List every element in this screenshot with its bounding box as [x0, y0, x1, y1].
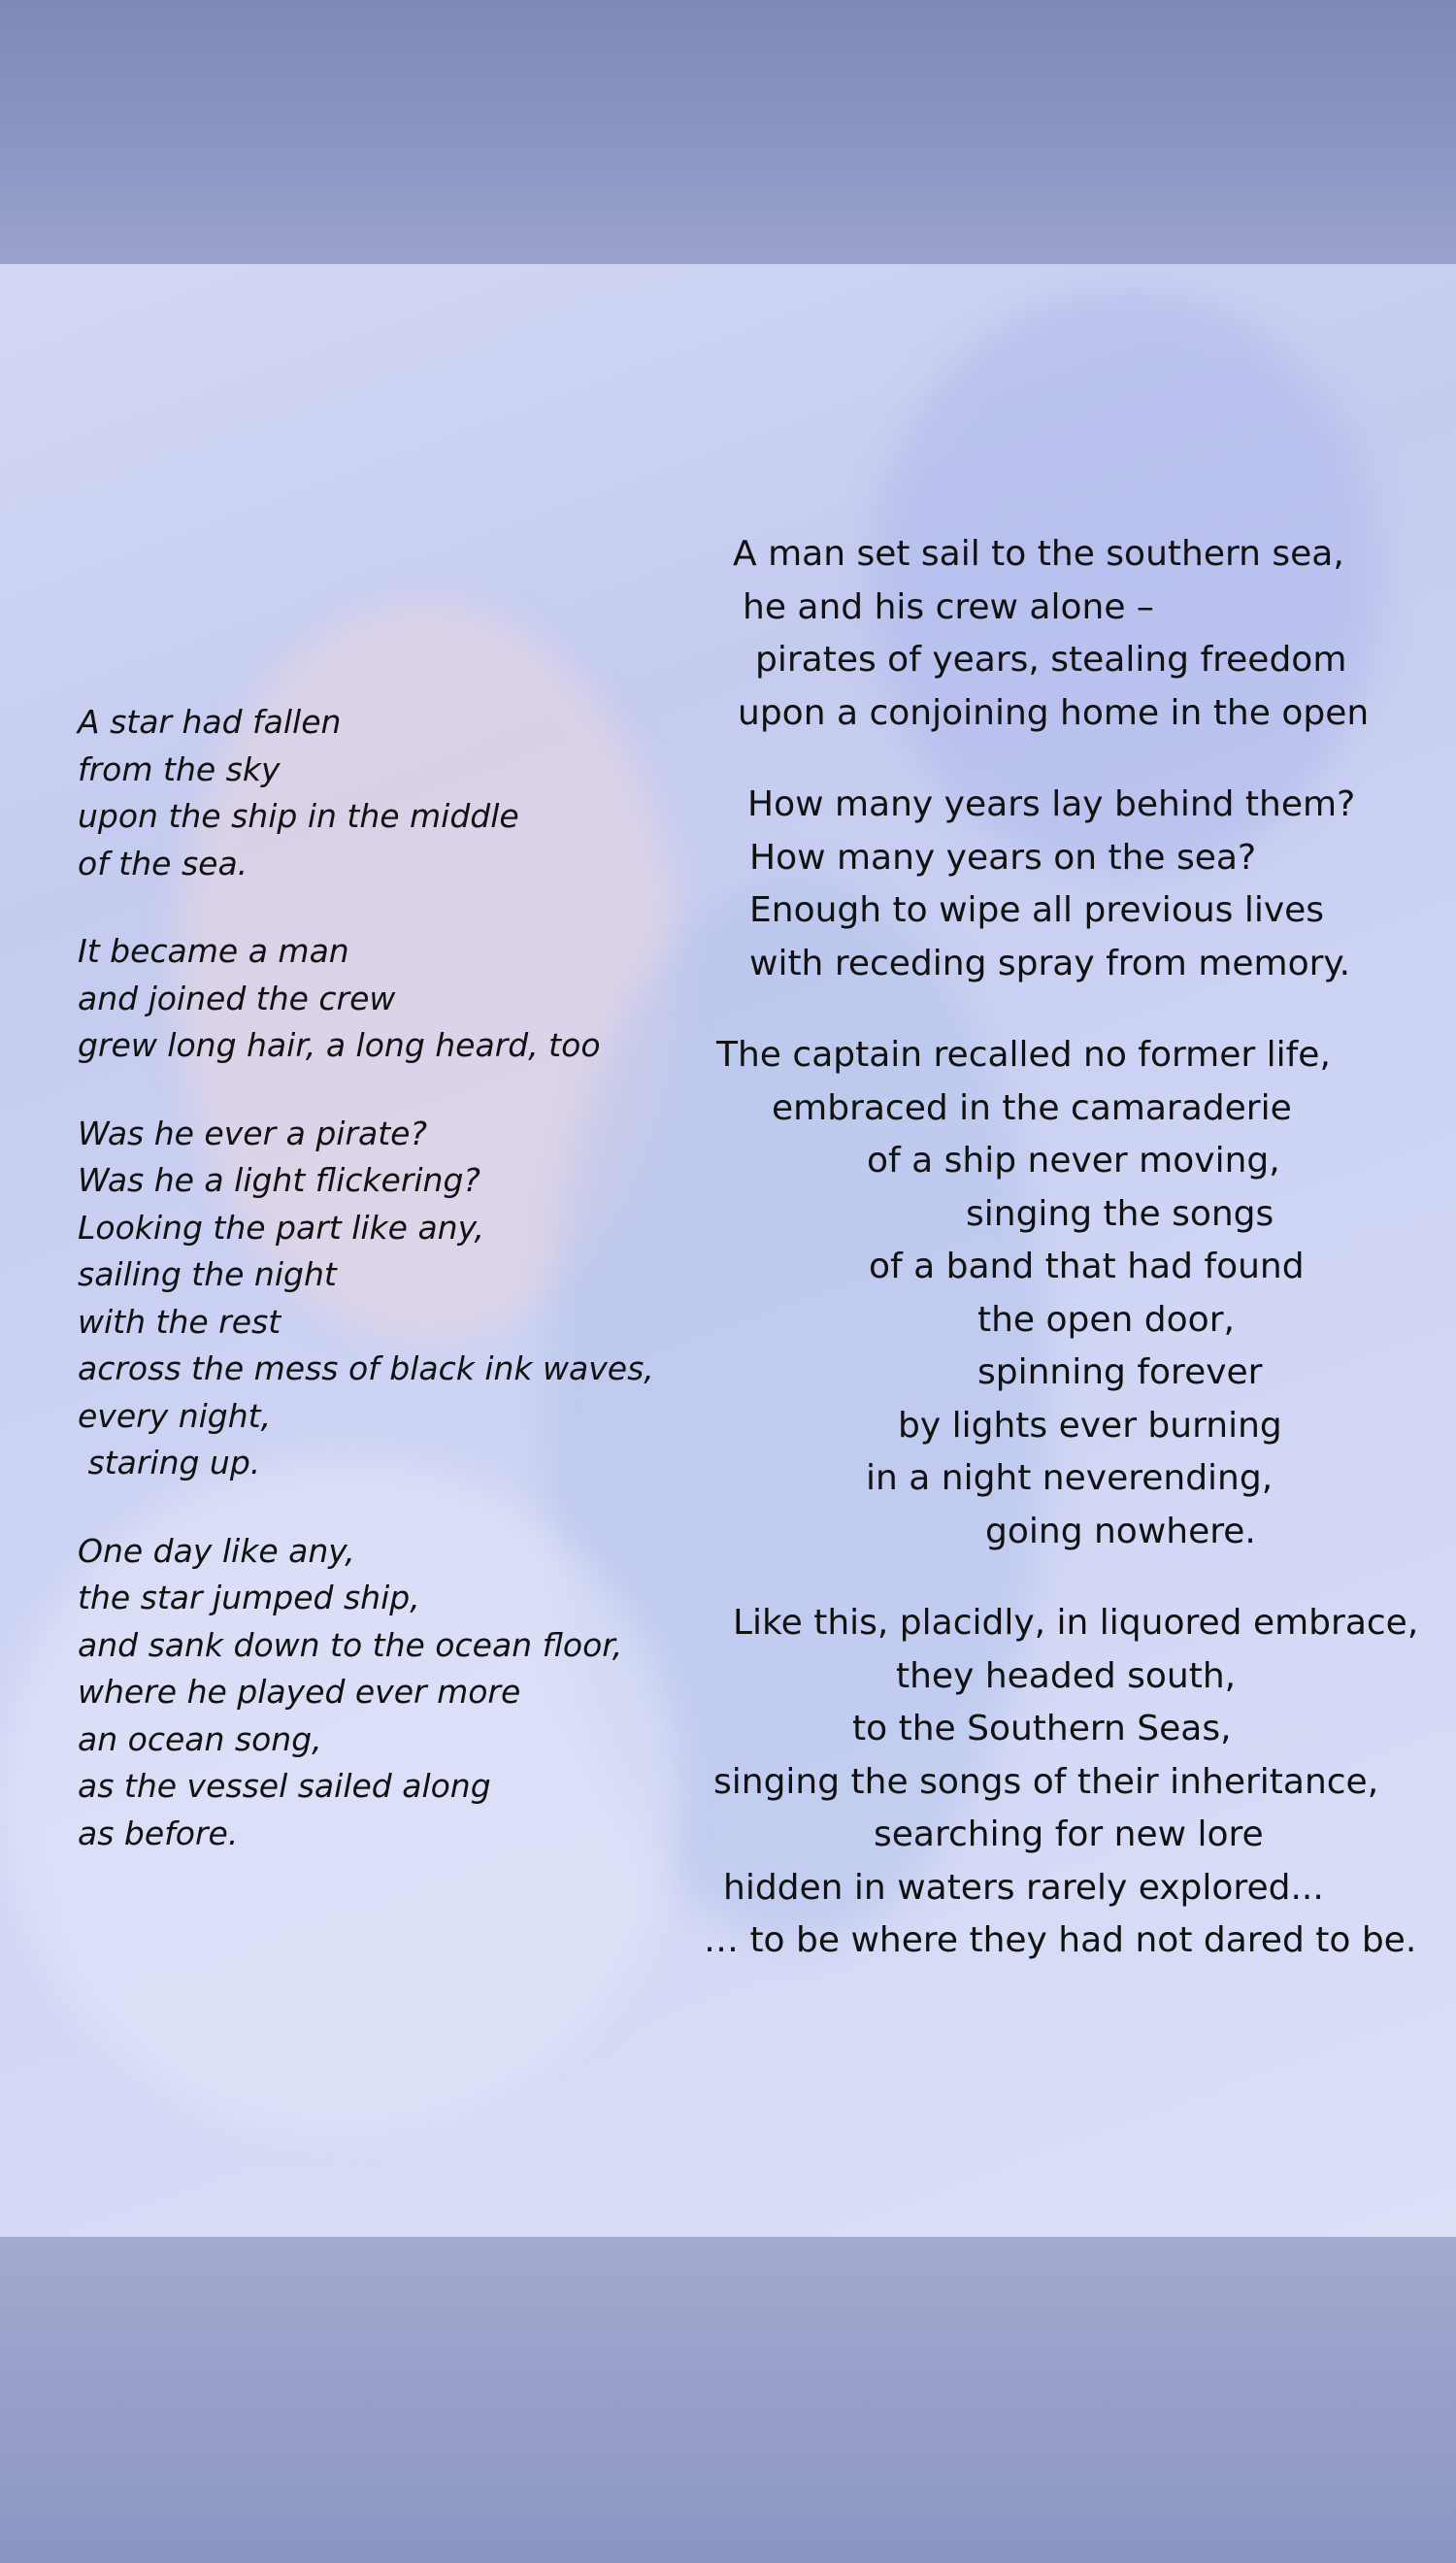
poem-line: One day like any, [78, 1531, 355, 1570]
poem-line: from the sky [78, 749, 281, 788]
poem-line: and sank down to the ocean floor, [78, 1625, 623, 1664]
poem-line: to the Southern Seas, [852, 1709, 1232, 1748]
poem-line: by lights ever burning [898, 1405, 1282, 1446]
poem-line: and joined the crew [78, 979, 396, 1017]
poem-line: where he played ever more [78, 1673, 521, 1711]
poem-line: in a night neverending, [866, 1458, 1274, 1498]
poem-line: sailing the night [78, 1255, 337, 1293]
poem-line: an ocean song, [78, 1719, 322, 1758]
poem-line: Was he a light flickering? [78, 1161, 480, 1199]
poem-line: Enough to wipe all previous lives [749, 890, 1325, 930]
poem-line: The captain recalled no former life, [716, 1035, 1331, 1075]
stanza [699, 1597, 1437, 1968]
poem-line: they headed south, [896, 1655, 1237, 1696]
poem-line: Was he ever a pirate? [78, 1114, 428, 1152]
poem-line: searching for new lore [874, 1814, 1264, 1854]
stanza [78, 1111, 660, 1487]
poem-line: of the sea. [78, 844, 248, 882]
top-painting-band [0, 0, 1456, 264]
right-poem [699, 528, 1437, 1968]
poem-line: … to be where they had not dared to be. [704, 1920, 1417, 1960]
poem-line: Like this, placidly, in liquored embrace, [733, 1603, 1419, 1643]
poem-line: How many years lay behind them? [747, 784, 1356, 824]
bottom-painting-band [0, 2237, 1456, 2563]
poem-line: as the vessel sailed along [78, 1767, 491, 1805]
poem-line: It became a man [78, 932, 349, 970]
poem-line: of a band that had found [869, 1247, 1305, 1286]
poem-line: the star jumped ship, [78, 1579, 420, 1616]
poem-line: the open door, [977, 1299, 1235, 1340]
poem-line: pirates of years, stealing freedom [755, 640, 1347, 680]
poem-line: upon a conjoining home in the open [738, 692, 1370, 733]
poem-line: singing the songs of their inheritance, [713, 1761, 1379, 1802]
poem-line: A star had fallen [78, 703, 342, 741]
stanza [699, 528, 1437, 740]
stanza [78, 1528, 660, 1858]
stanza [78, 928, 660, 1070]
poem-line: every night, [78, 1396, 272, 1435]
poem-line: he and his crew alone – [743, 586, 1154, 627]
poem-line: as before. [78, 1814, 239, 1852]
stanza [78, 699, 660, 887]
poem-line: singing the songs [966, 1193, 1274, 1234]
poem-line: with receding spray from memory. [749, 943, 1351, 983]
stanza [699, 1029, 1437, 1558]
poem-line: going nowhere. [985, 1511, 1256, 1551]
stanza [699, 779, 1437, 990]
poem-line: How many years on the sea? [749, 837, 1257, 878]
poem-line: grew long hair, a long heard, too [78, 1026, 601, 1064]
poem-line: of a ship never moving, [867, 1141, 1280, 1181]
poem-line: across the mess of black ink waves, [78, 1349, 654, 1387]
poem-line: spinning forever [977, 1352, 1263, 1392]
poem-line: A man set sail to the southern sea, [733, 534, 1344, 574]
left-poem [78, 699, 660, 1857]
poem-line: upon the ship in the middle [78, 797, 519, 835]
poem-line: with the rest [78, 1302, 281, 1341]
poem-line: embraced in the camaraderie [772, 1087, 1292, 1128]
poem-line: staring up. [78, 1444, 261, 1481]
poem-line: hidden in waters rarely explored... [723, 1867, 1324, 1908]
poem-line: Looking the part like any, [78, 1208, 485, 1247]
